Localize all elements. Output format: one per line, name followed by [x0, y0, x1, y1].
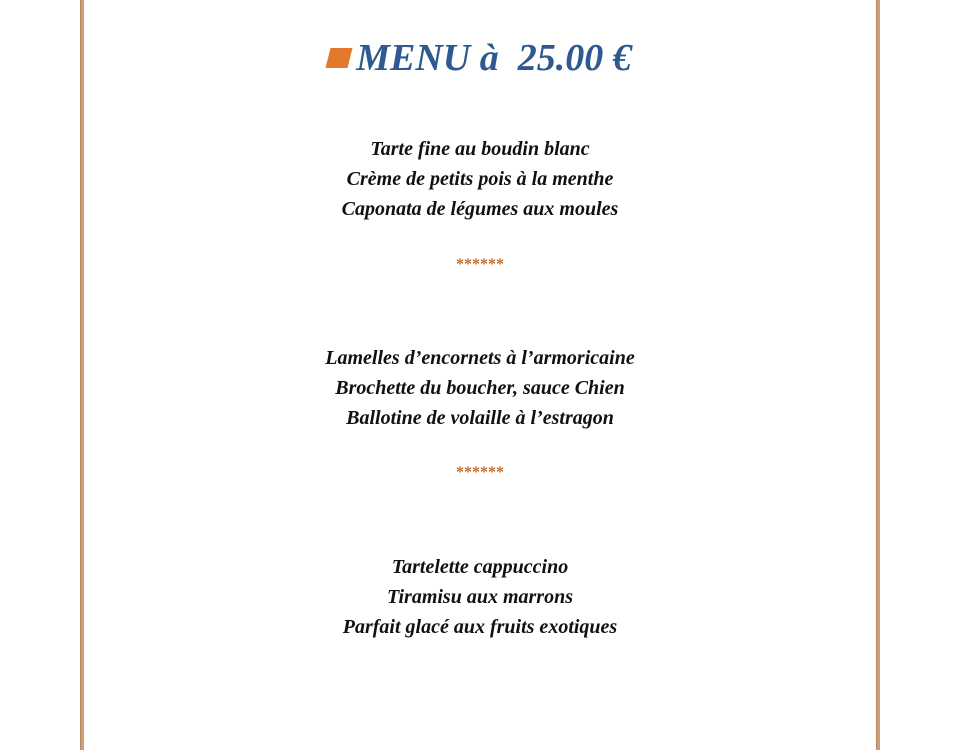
- orange-square-bullet-icon: [326, 48, 353, 68]
- dish-item: Brochette du boucher, sauce Chien: [335, 377, 625, 399]
- dish-item: Ballotine de volaille à l’estragon: [346, 407, 614, 429]
- course-separator: ******: [456, 256, 504, 273]
- dish-item: Parfait glacé aux fruits exotiques: [342, 616, 618, 638]
- menu-title-row: [0, 36, 960, 80]
- dish-item: Caponata de légumes aux moules: [341, 198, 619, 220]
- menu-title: MENU à 25.00 €: [356, 37, 632, 79]
- course-separator: ******: [456, 464, 504, 481]
- dish-item: Lamelles d’encornets à l’armoricaine: [325, 347, 635, 369]
- course-mains: [0, 343, 960, 433]
- course-desserts: [0, 552, 960, 642]
- course-starters: [0, 134, 960, 224]
- dish-item: Tartelette cappuccino: [391, 556, 569, 578]
- dish-item: Tarte fine au boudin blanc: [370, 138, 590, 160]
- dish-item: Tiramisu aux marrons: [387, 586, 573, 608]
- dish-item: Crème de petits pois à la menthe: [346, 168, 614, 190]
